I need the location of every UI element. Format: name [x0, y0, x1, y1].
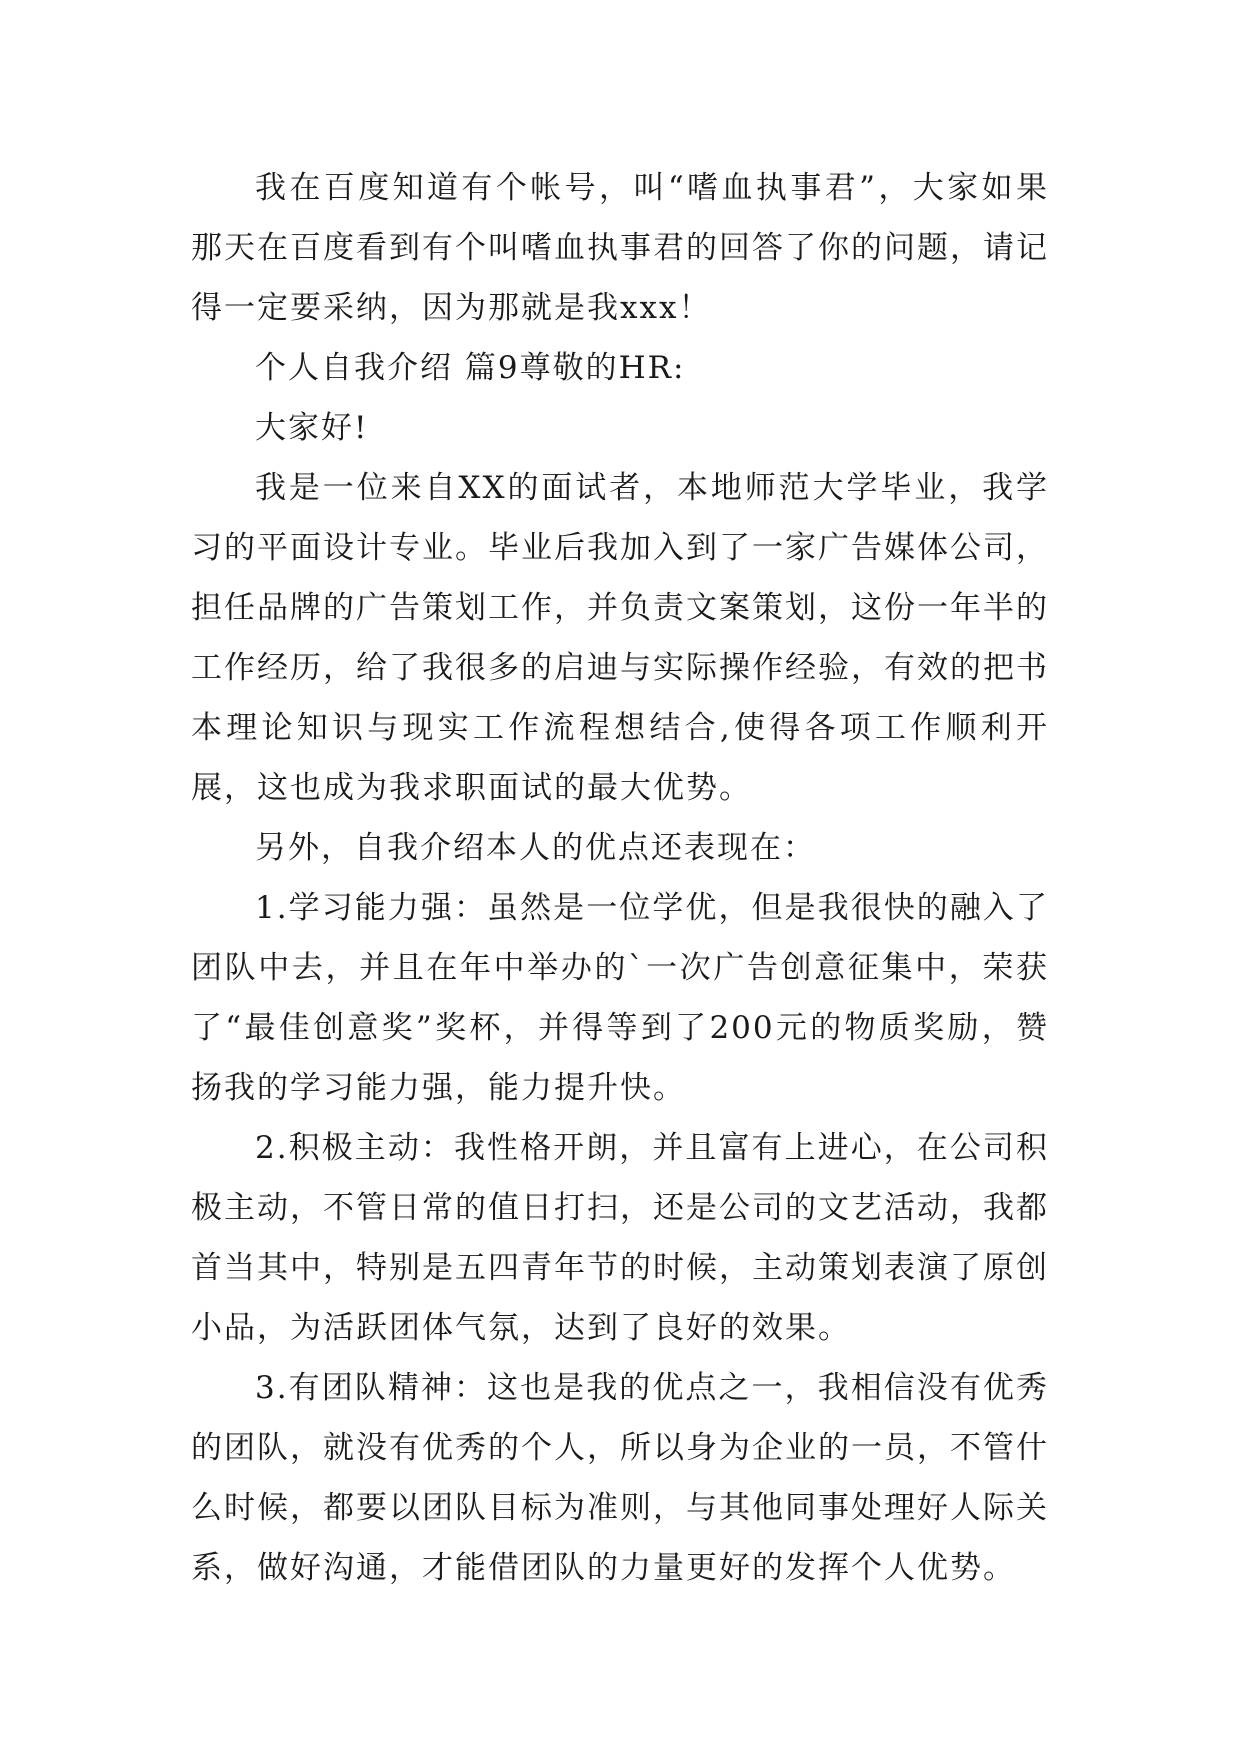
paragraph-greeting: 大家好! — [255, 410, 369, 446]
paragraph-baidu-account: 我在百度知道有个帐号，叫“嗜血执事君”，大家如果那天在百度看到有个叫嗜血执事君的回答了你的问题，请记得一定要采纳，因为那就是我xxx！ — [191, 170, 1049, 326]
paragraph-strength-teamwork: 3.有团队精神：这也是我的优点之一，我相信没有优秀的团队，就没有优秀的个人，所以身为企业的一员，不管什么时候，都要以团队目标为准则，与其他同事处理好人际关系，做好沟通，才能借团队的力量更好的发挥个人优势。 — [191, 1370, 1049, 1586]
paragraph-background: 我是一位来自XX的面试者，本地师范大学毕业，我学习的平面设计专业。毕业后我加入到了一家广告媒体公司，担任品牌的广告策划工作，并负责文案策划，这份一年半的工作经历，给了我很多的启迪与实际操作经验，有效的把书本理论知识与现实工作流程想结合,使得各项工作顺利开展，这也成为我求职面试的最大优势。 — [191, 470, 1049, 806]
paragraph-section-heading: 个人自我介绍 篇9尊敬的HR: — [255, 350, 686, 386]
paragraph-strength-learning: 1.学习能力强：虽然是一位学优，但是我很快的融入了团队中去，并且在年中举办的`一次广告创意征集中，荣获了“最佳创意奖”奖杯，并得等到了200元的物质奖励，赞扬我的学习能力强，能力提升快。 — [191, 890, 1049, 1106]
document-body — [191, 158, 1049, 1598]
paragraph-strengths-intro: 另外，自我介绍本人的优点还表现在： — [255, 830, 816, 866]
paragraph-strength-proactive: 2.积极主动：我性格开朗，并且富有上进心，在公司积极主动，不管日常的值日打扫，还是公司的文艺活动，我都首当其中，特别是五四青年节的时候，主动策划表演了原创小品，为活跃团体气氛，达到了良好的效果。 — [191, 1130, 1049, 1346]
